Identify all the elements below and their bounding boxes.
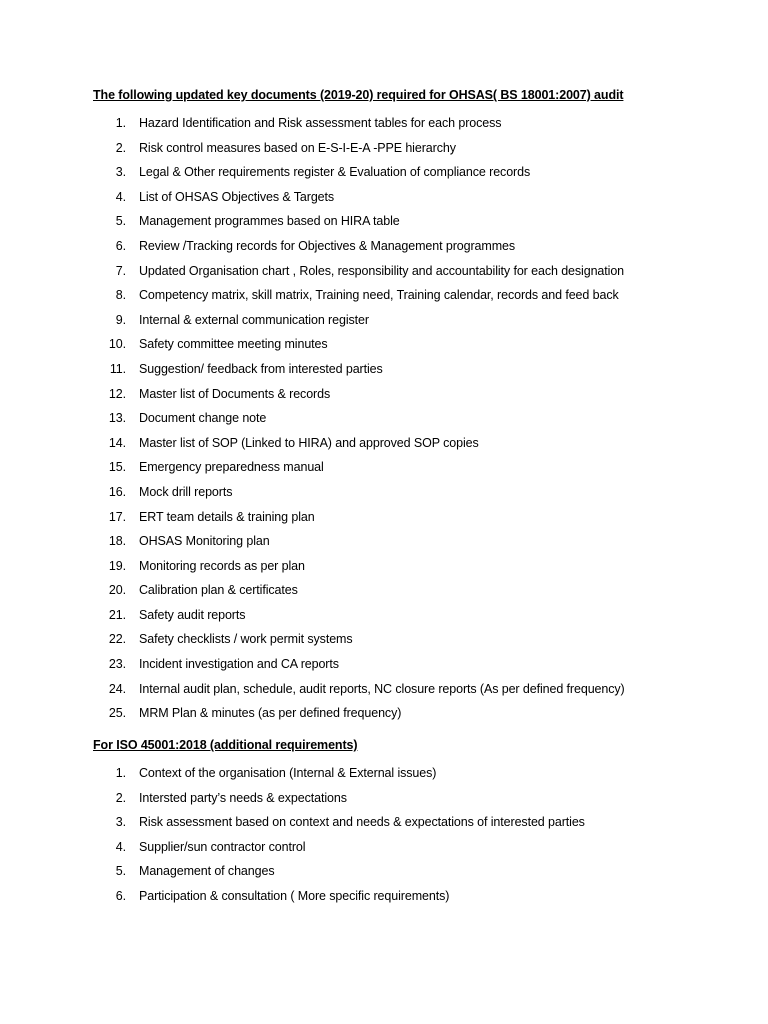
list-item [0, 632, 768, 657]
list-item [0, 214, 768, 239]
list-item-text: Suggestion/ feedback from interested parties [139, 361, 383, 376]
list-item [0, 116, 768, 141]
list-item-text: Supplier/sun contractor control [139, 839, 306, 854]
list-item-number: 6. [115, 888, 126, 903]
list-item [0, 387, 768, 412]
list-item-text: Safety checklists / work permit systems [139, 632, 353, 647]
list-item-text: Internal & external communication register [139, 312, 369, 327]
list-item-text: Intersted party’s needs & expectations [139, 790, 347, 805]
section-title-iso45001: For ISO 45001:2018 (additional requirements) [93, 738, 358, 752]
list-item [0, 510, 768, 535]
list-item-number: 12. [108, 386, 126, 401]
list-item [0, 485, 768, 510]
list-item-number: 1. [115, 116, 126, 130]
list-item [0, 791, 768, 816]
list-item-text: Document change note [139, 411, 267, 426]
section-title-ohsas: The following updated key documents (2019-20) required for OHSAS( BS 18001:2007) audit [93, 88, 624, 102]
list-item [0, 864, 768, 889]
list-item-text: Hazard Identification and Risk assessment tables for each process [139, 116, 502, 130]
list-item-text: Emergency preparedness manual [139, 460, 324, 475]
list-item-number: 25. [108, 706, 126, 721]
list-item-text: Legal & Other requirements register & Evaluation of compliance records [139, 165, 531, 180]
list-item [0, 583, 768, 608]
list-item [0, 337, 768, 362]
list-item-number: 21. [108, 607, 126, 622]
list-item-text: Updated Organisation chart , Roles, responsibility and accountability for each designation [139, 263, 625, 278]
list-item [0, 608, 768, 633]
list-item-number: 4. [115, 839, 126, 854]
list-item-number: 17. [108, 509, 126, 524]
list-item-text: Risk assessment based on context and needs & expectations of interested parties [139, 815, 585, 830]
list-item-text: Safety audit reports [139, 607, 246, 622]
list-item-text: Management programmes based on HIRA table [139, 214, 400, 229]
list-item [0, 815, 768, 840]
list-item-number: 14. [108, 435, 126, 450]
list-item-number: 22. [108, 632, 126, 647]
list-item-number: 19. [108, 558, 126, 573]
list-item-text: MRM Plan & minutes (as per defined frequency) [139, 706, 402, 721]
list-item-text: Mock drill reports [139, 484, 233, 499]
list-item [0, 411, 768, 436]
list-item-number: 1. [115, 766, 126, 780]
list-item-text: Incident investigation and CA reports [139, 657, 339, 672]
list-item-text: OHSAS Monitoring plan [139, 534, 270, 549]
list-item-number: 6. [115, 238, 126, 253]
list-item-number: 20. [108, 583, 126, 598]
list-item [0, 436, 768, 461]
list-item [0, 141, 768, 166]
list-item-text: List of OHSAS Objectives & Targets [139, 189, 335, 204]
list-item-text: ERT team details & training plan [139, 509, 315, 524]
list-item-number: 3. [115, 165, 126, 180]
list-item [0, 534, 768, 559]
list-item [0, 239, 768, 264]
list-item-number: 5. [115, 214, 126, 229]
list-item-number: 9. [115, 312, 126, 327]
list-item-text: Competency matrix, skill matrix, Training need, Training calendar, records and feed back [139, 288, 619, 303]
list-item-number: 11. [109, 361, 126, 376]
ohsas-documents-list [0, 116, 768, 731]
list-item [0, 657, 768, 682]
list-item-number: 18. [108, 534, 126, 549]
list-item [0, 682, 768, 707]
list-item-number: 15. [108, 460, 126, 475]
list-item-text: Master list of Documents & records [139, 386, 331, 401]
list-item-text: Monitoring records as per plan [139, 558, 305, 573]
list-item [0, 460, 768, 485]
list-item-number: 2. [115, 790, 126, 805]
list-item-number: 3. [115, 815, 126, 830]
list-item-text: Calibration plan & certificates [139, 583, 298, 598]
list-item-number: 4. [115, 189, 126, 204]
list-item-text: Safety committee meeting minutes [139, 337, 328, 352]
list-item-number: 13. [108, 411, 126, 426]
list-item-number: 8. [115, 288, 126, 303]
list-item-text: Master list of SOP (Linked to HIRA) and approved SOP copies [139, 435, 479, 450]
list-item [0, 313, 768, 338]
list-item [0, 889, 768, 914]
list-item [0, 165, 768, 190]
list-item [0, 840, 768, 865]
list-item-number: 24. [108, 681, 126, 696]
list-item-text: Participation & consultation ( More specific requirements) [139, 888, 450, 903]
list-item [0, 190, 768, 215]
list-item-text: Internal audit plan, schedule, audit reports, NC closure reports (As per defined frequency) [139, 681, 625, 696]
list-item [0, 766, 768, 791]
list-item-number: 23. [108, 657, 126, 672]
list-item [0, 288, 768, 313]
list-item [0, 559, 768, 584]
list-item-text: Review /Tracking records for Objectives & Management programmes [139, 238, 516, 253]
list-item [0, 362, 768, 387]
list-item [0, 706, 768, 731]
iso45001-requirements-list [0, 766, 768, 914]
list-item-text: Management of changes [139, 864, 275, 879]
list-item-number: 7. [115, 263, 126, 278]
list-item [0, 264, 768, 289]
list-item-number: 16. [108, 484, 126, 499]
list-item-text: Context of the organisation (Internal & External issues) [139, 766, 437, 780]
list-item-number: 10. [108, 337, 126, 352]
list-item-number: 2. [115, 140, 126, 155]
list-item-text: Risk control measures based on E-S-I-E-A -PPE hierarchy [139, 140, 456, 155]
list-item-number: 5. [115, 864, 126, 879]
